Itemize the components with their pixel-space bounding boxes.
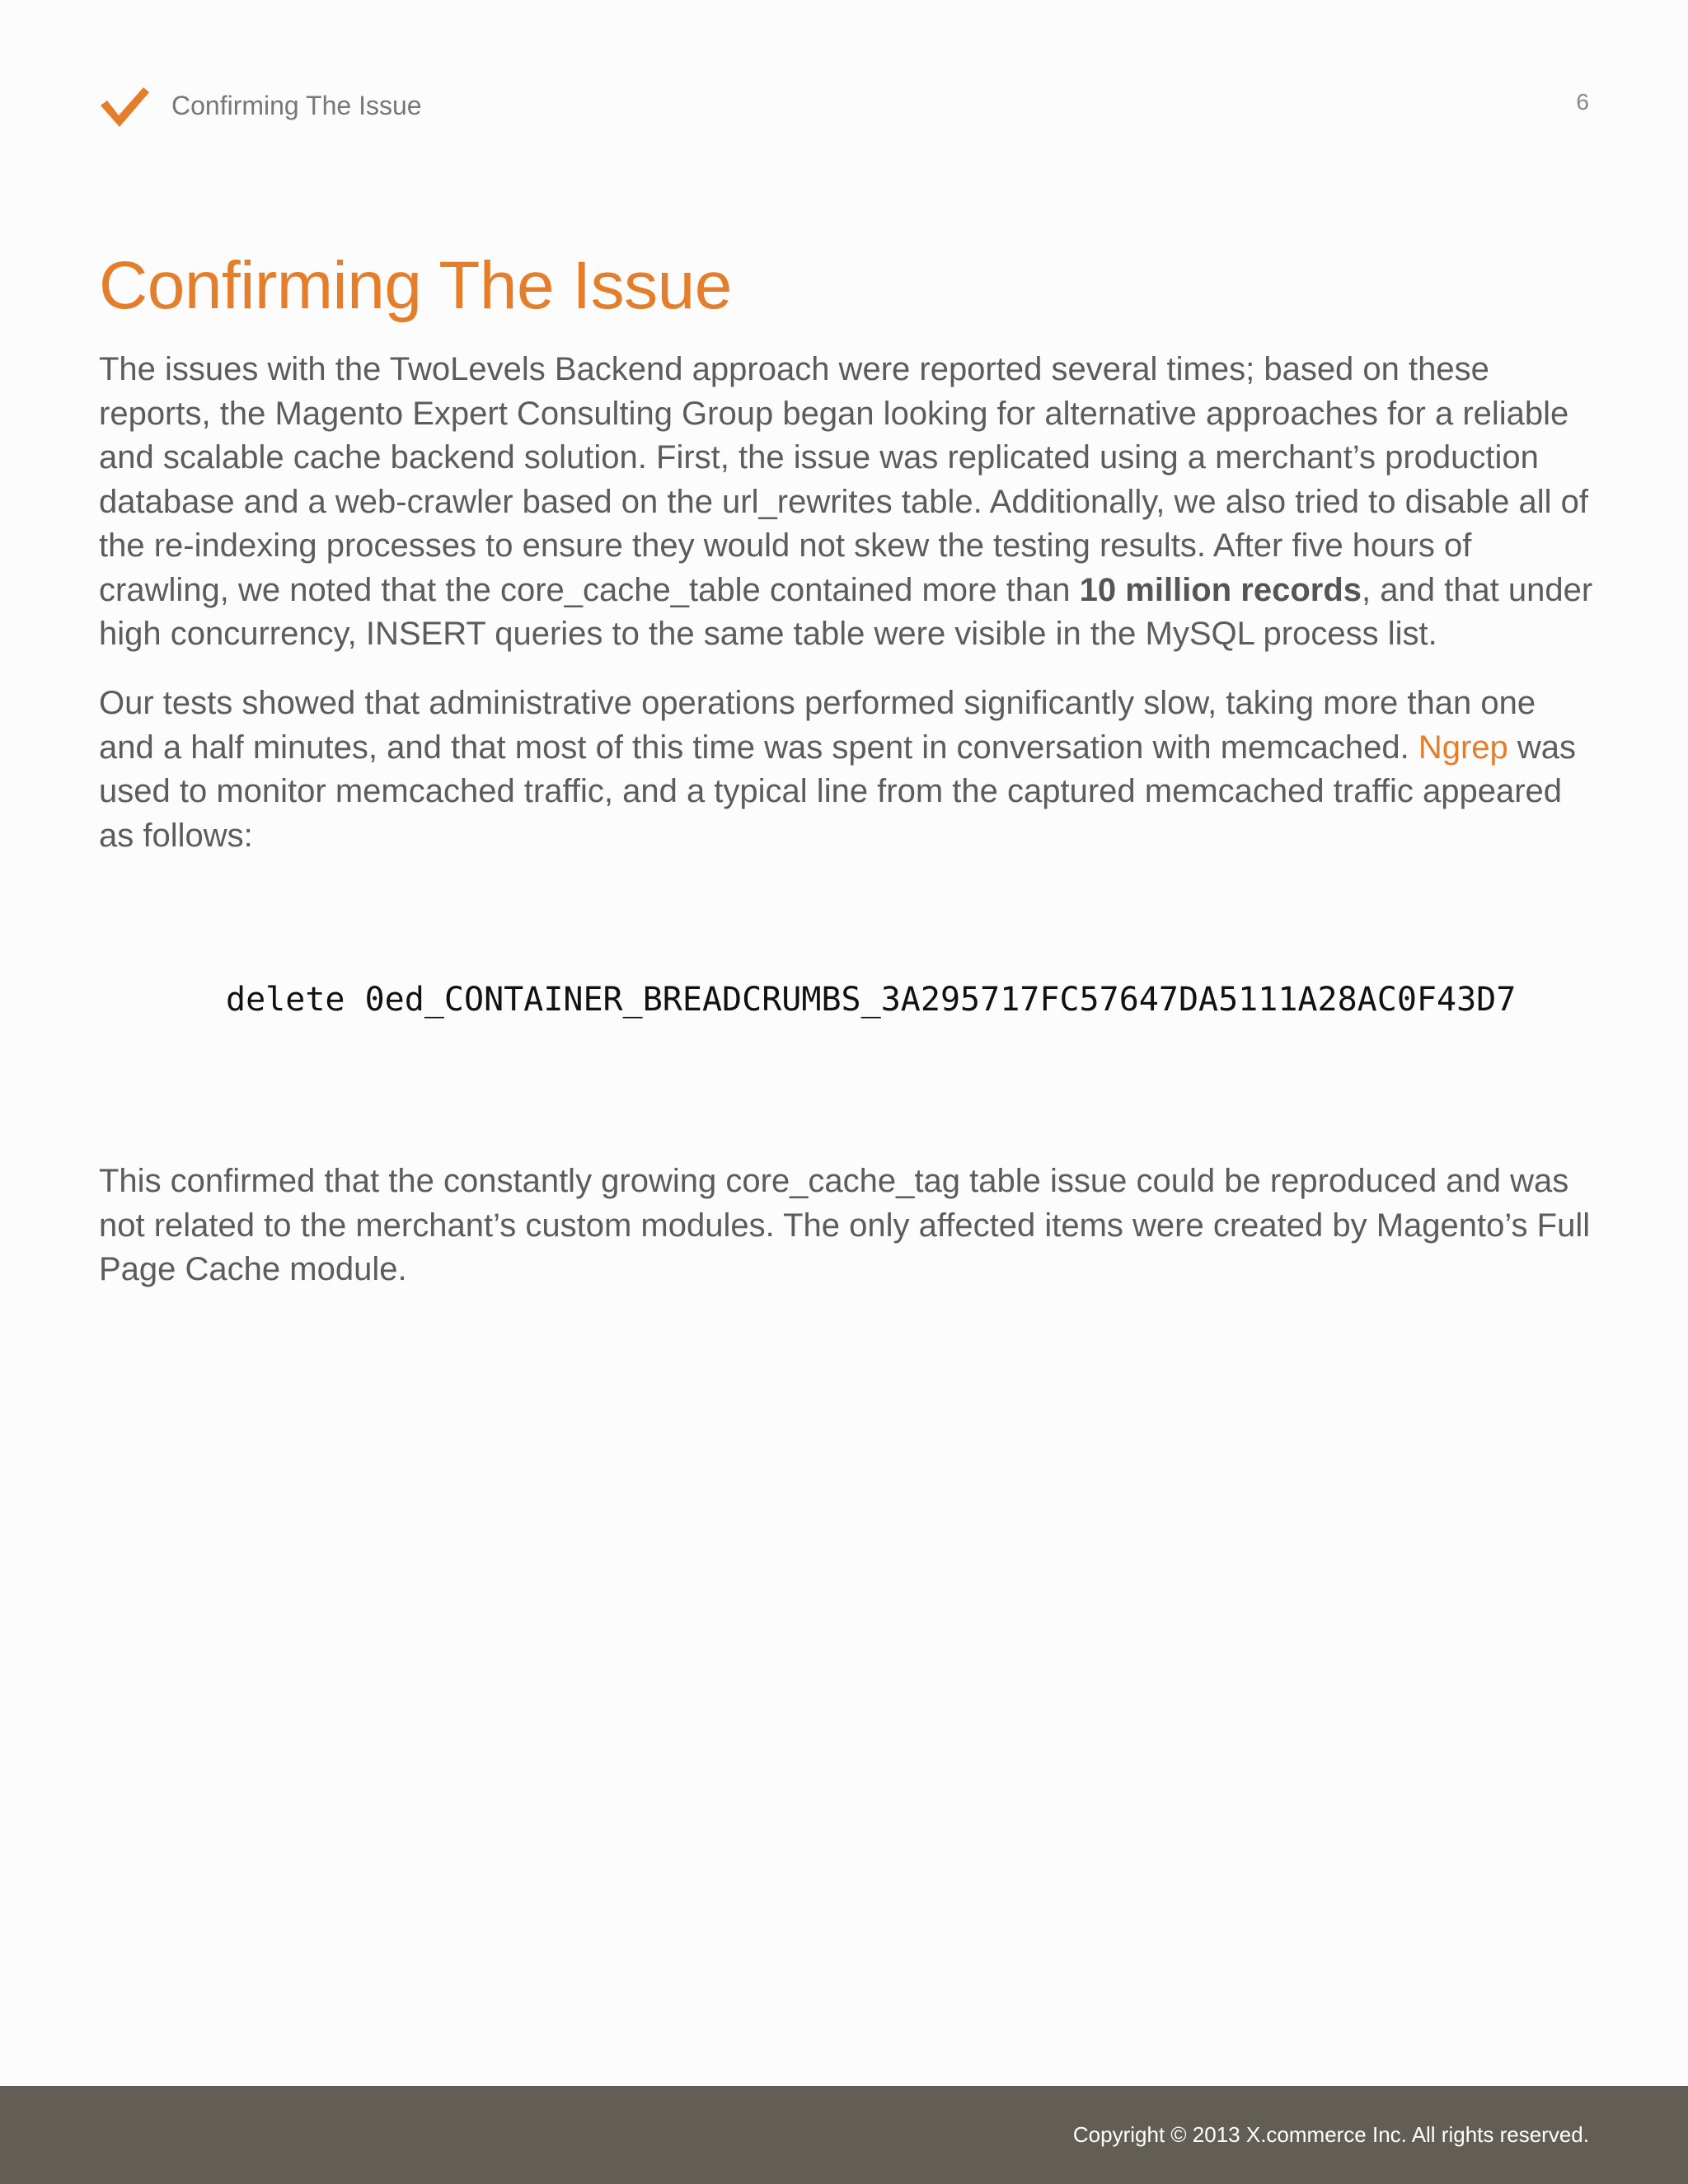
page-title: Confirming The Issue	[99, 248, 732, 323]
page-number: 6	[1576, 89, 1589, 115]
bold-highlight: 10 million records	[1079, 571, 1362, 608]
paragraph-text: The issues with the TwoLevels Backend approach were reported several times; based on these reports, the Magento Expert Consulting Group began looking for alternative approaches for a reliable and scalable cache backend solution. First, the issue was replicated using a merchant’s production database and a web-crawler based on the url_rewrites table. Additionally, we also tried to disable all of the re-indexing processes to ensure they would not skew the testing results. After five hours of crawling, we noted that the core_cache_table contained more than	[99, 351, 1588, 608]
paragraph-text: , and that under high concurrency, INSERT queries to the same table were visible in the MySQL process list.	[99, 571, 1593, 652]
paragraph-tests	[99, 682, 1599, 858]
paragraph-crawl-results	[99, 348, 1599, 657]
checkmark-icon	[99, 84, 150, 130]
code-sample: delete 0ed_CONTAINER_BREADCRUMBS_3A295717FC57647DA5111A28AC0F43D7	[226, 981, 1517, 1019]
paragraph-text: was used to monitor memcached traffic, and a typical line from the captured memcached traffic appeared as follows:	[99, 729, 1577, 854]
footer-bar	[0, 2086, 1688, 2184]
header-title: Confirming The Issue	[171, 91, 422, 120]
copyright-text: Copyright © 2013 X.commerce Inc. All rights reserved.	[1072, 2122, 1589, 2147]
running-header	[99, 82, 1589, 132]
paragraph-conclusion: This confirmed that the constantly growing core_cache_tag table issue could be reproduced and was not related to the merchant’s custom modules. The only affected items were created by Magento’s Full Page Cache module.	[99, 1163, 1591, 1287]
paragraph-text: Our tests showed that administrative operations performed significantly slow, taking more than one and a half minutes, and that most of this time was spent in conversation with memcached.	[99, 685, 1536, 766]
ngrep-link[interactable]: Ngrep	[1418, 729, 1508, 766]
